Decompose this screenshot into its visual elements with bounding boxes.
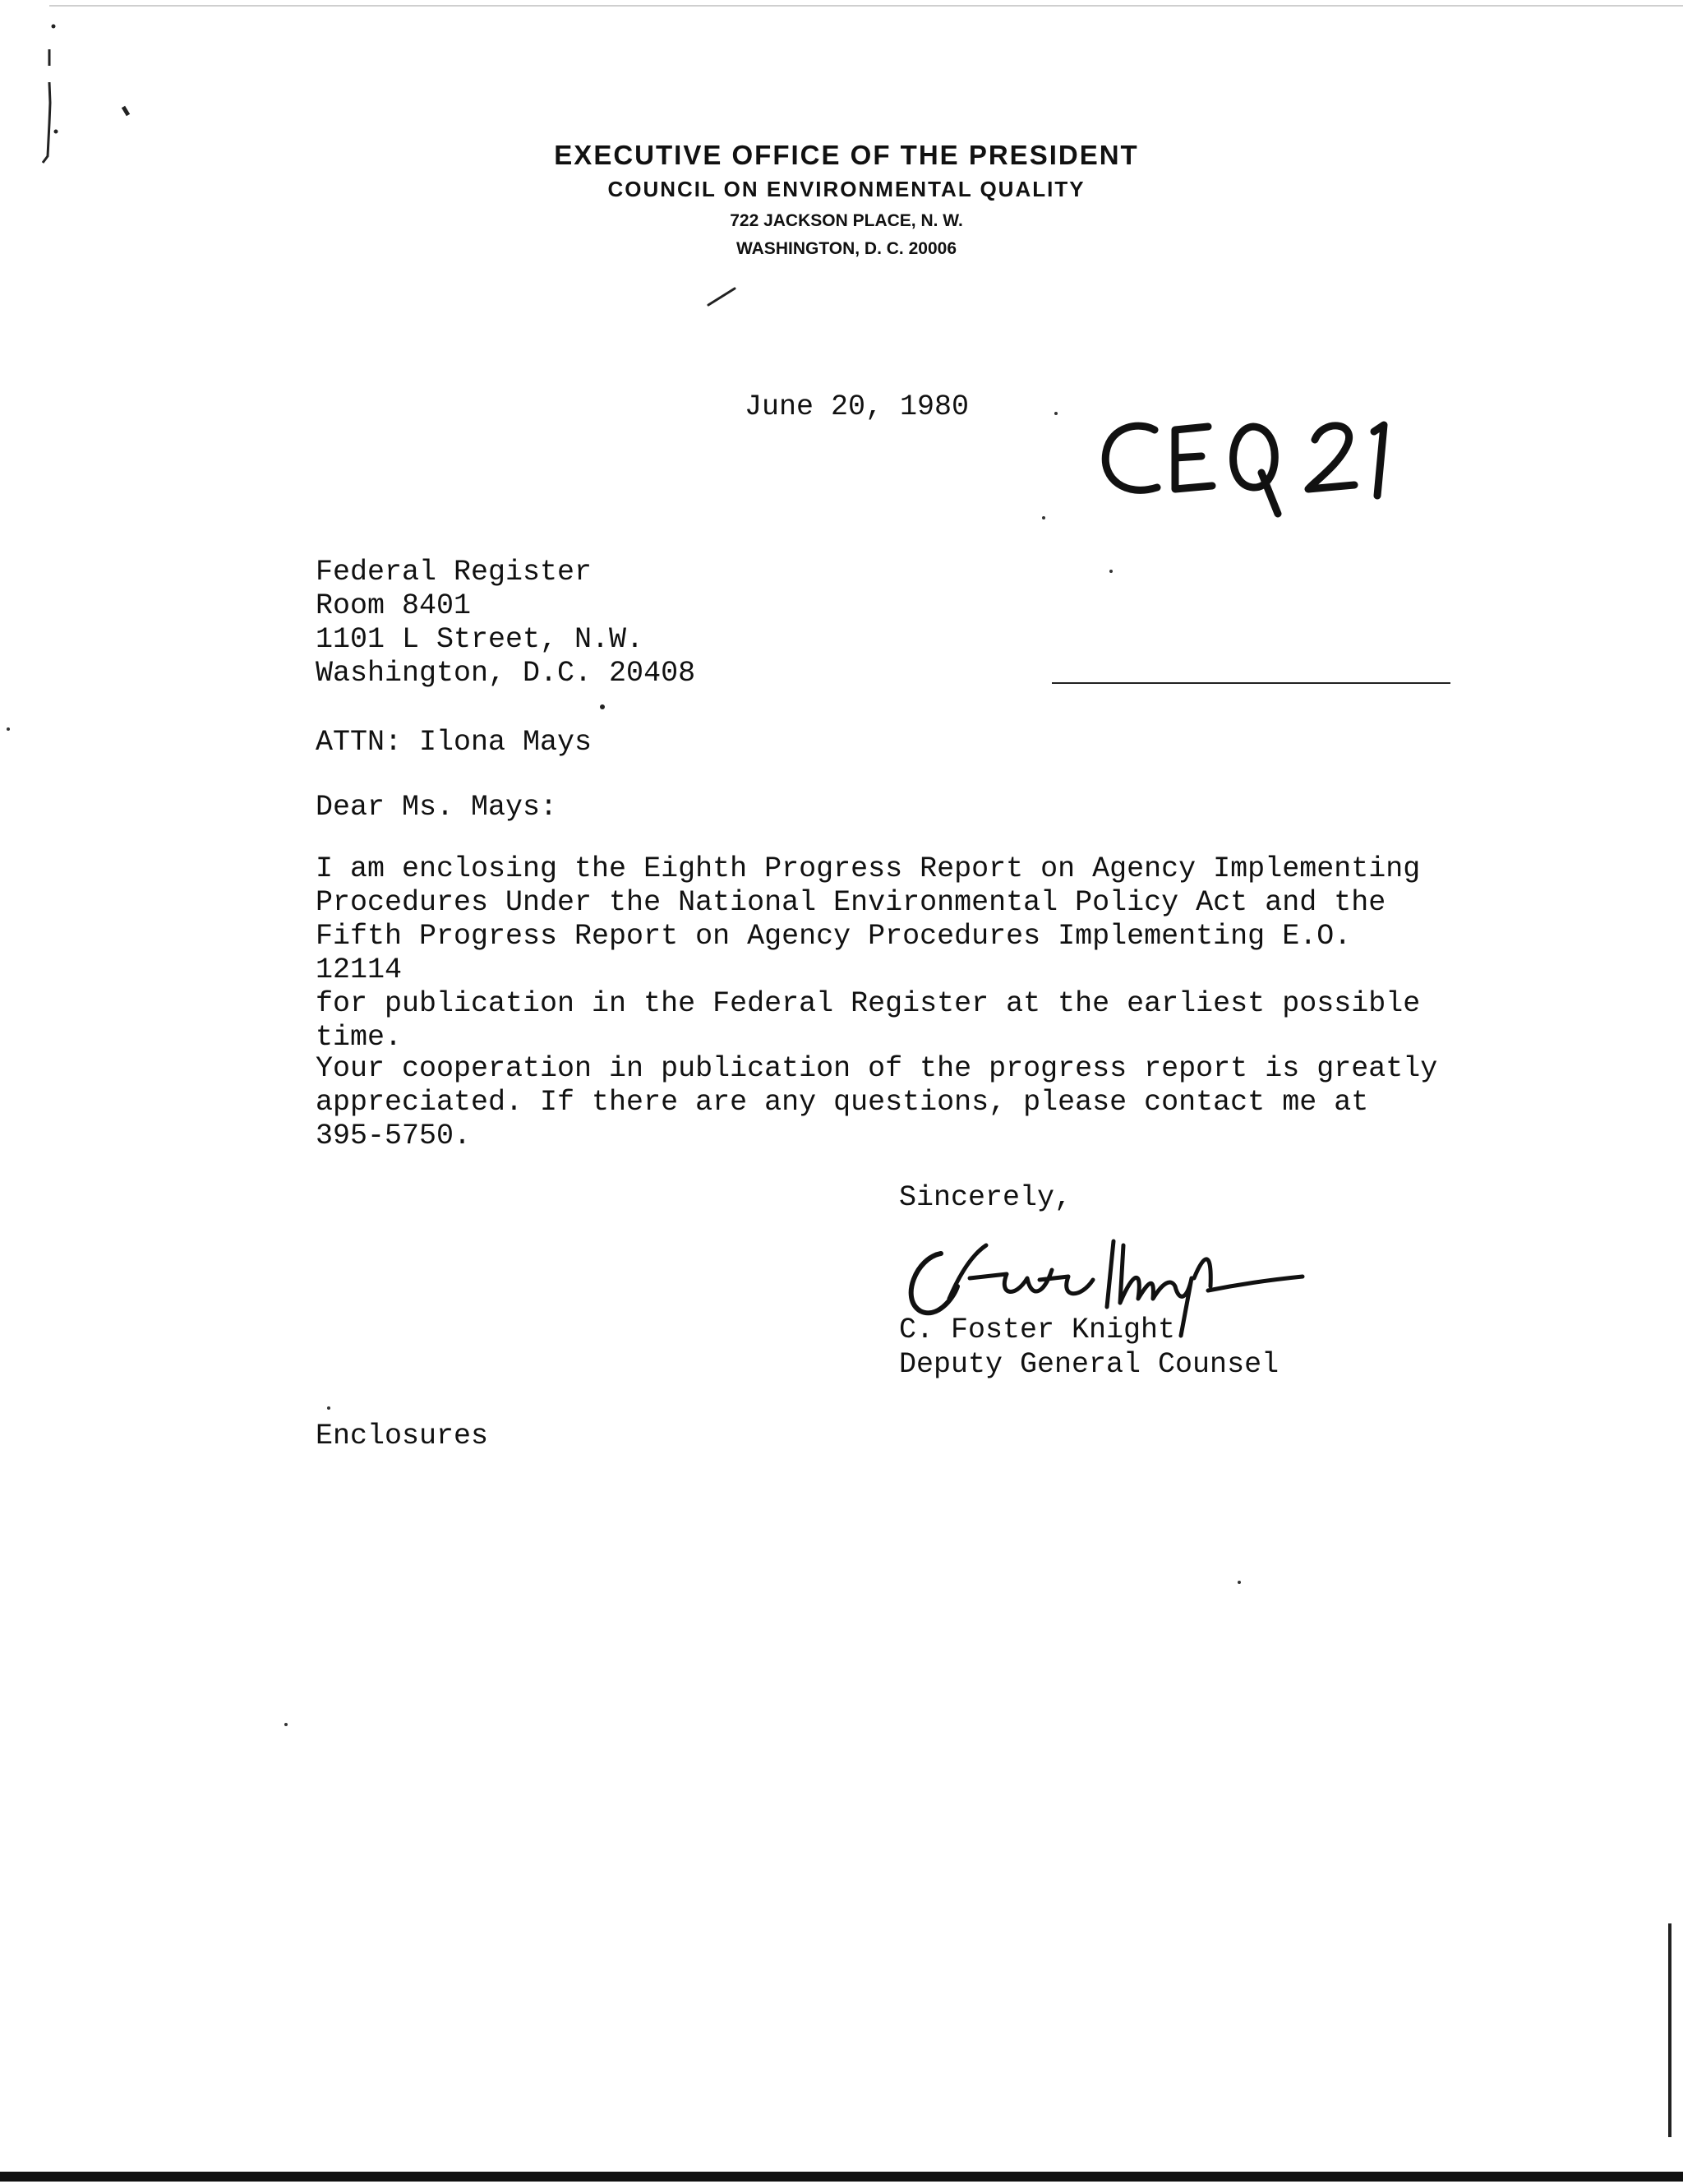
signer-title: Deputy General Counsel	[899, 1348, 1280, 1381]
body-paragraph-1: I am enclosing the Eighth Progress Report on Agency Implementing Procedures Under the National Environmental Policy Act and the Fifth Progress Report on Agency Procedures Implementing E.O. 12114 for publication in the Federal Register at the earliest possible time.	[316, 852, 1421, 1054]
scan-right-edge	[1668, 1923, 1671, 2137]
letterhead-city: WASHINGTON, D. C. 20006	[735, 239, 957, 258]
margin-marks	[33, 16, 148, 181]
signer-name: C. Foster Knight	[899, 1314, 1176, 1346]
closing: Sincerely,	[899, 1181, 1072, 1214]
letter-date: June 20, 1980	[745, 390, 970, 423]
scan-bottom-edge	[0, 2172, 1683, 2182]
recipient-line: Room 8401	[316, 589, 472, 622]
body-paragraph-2: Your cooperation in publication of the progress report is greatly appreciated. If there are any questions, please contact me at 395-5750.	[316, 1052, 1438, 1152]
letterhead-street: 722 JACKSON PLACE, N. W.	[730, 211, 963, 230]
recipient-line: Washington, D.C. 20408	[316, 657, 696, 690]
ceq-stamp	[1093, 407, 1422, 522]
recipient-line: 1101 L Street, N.W.	[316, 623, 644, 656]
attention-line: ATTN: Ilona Mays	[316, 726, 593, 759]
letterhead-office: EXECUTIVE OFFICE OF THE PRESIDENT	[554, 140, 1139, 170]
enclosures-note: Enclosures	[316, 1420, 489, 1452]
scan-top-edge	[49, 5, 1683, 7]
letterhead	[518, 141, 1175, 257]
check-mark	[705, 284, 738, 308]
letterhead-council: COUNCIL ON ENVIRONMENTAL QUALITY	[607, 177, 1086, 201]
recipient-line: Federal Register	[316, 556, 593, 589]
salutation: Dear Ms. Mays:	[316, 791, 558, 824]
recipient-address	[316, 556, 695, 690]
signature-rule	[1052, 682, 1450, 684]
